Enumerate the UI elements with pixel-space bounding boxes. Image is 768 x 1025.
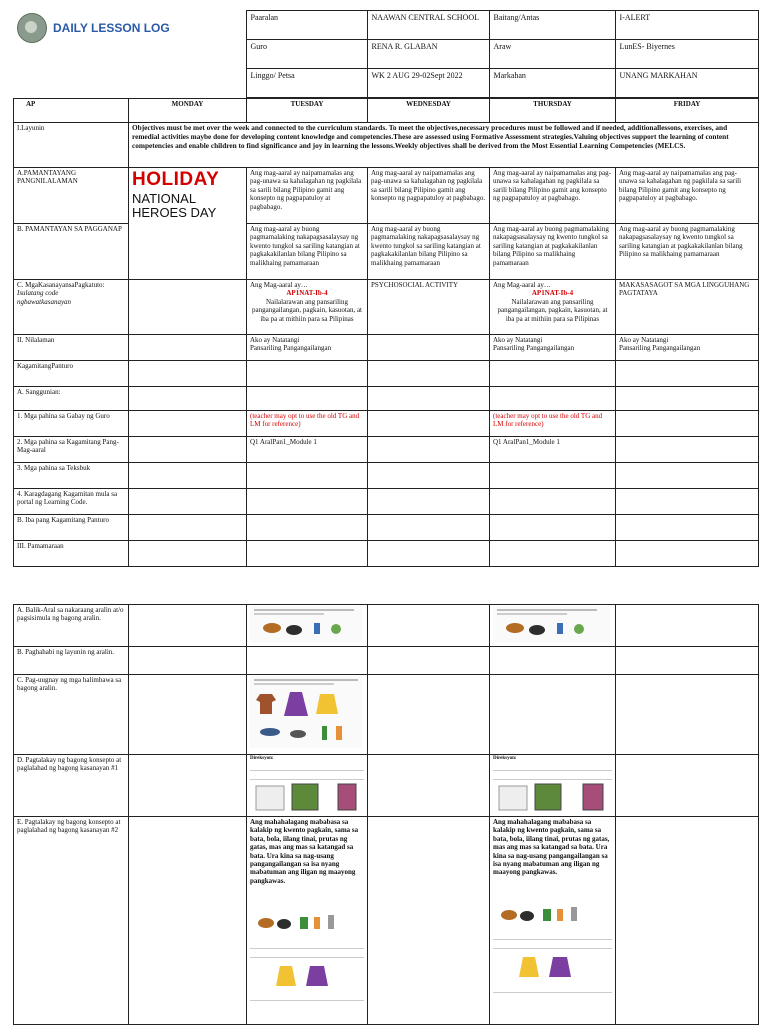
holiday-sub1: NATIONAL [132, 190, 197, 206]
weekly-test-cell: MAKASASAGOT SA MGA LINGGUHANG PAGTATAYA [616, 280, 759, 335]
empty-cell [368, 335, 490, 361]
day-thursday: THURSDAY [490, 99, 616, 123]
row-label: 2. Mga pahina sa Kagamitang Pang-Mag-aaral [14, 437, 129, 463]
tg-note: (teacher may opt to use the old TG and LM for reference) [490, 411, 616, 437]
cell-text: Ang mag-aaral ay naipamamalas ang pag-unawa sa kahalagahan ng pagkilala sa sarili bilang Pilipino gamit ang konsepto ng pagpapatuloy at pagbabago. [368, 168, 490, 224]
competency-desc: Nailalarawan ang pansariling pangangailangan, pagkain, kasuotan, at iba pa at mithiin para sa Pilipinas [497, 297, 608, 323]
scene-images [493, 782, 610, 812]
row-label: A. Sanggunian: [14, 387, 129, 411]
food-worksheet-image [250, 606, 362, 642]
header-label: Araw [489, 40, 615, 69]
objectives-text: Objectives must be met over the week and connected to the curriculum standards. To meet the objectives,necessary procedures must be followed and if needed, additionallessons, exercises, and remedial activities maybe done for developing content knowledge and competencies.These are assessed using Formative Assessment strategies.Valuing objectives support the learning of content competencies and enable children to find significance and joy in learning the lessons.Weekly objectives shall be derived from the Most Essential Learning Competencies (MELCS. [129, 123, 759, 168]
clothes-row-image [493, 951, 610, 981]
row-label: II. Nilalaman [14, 335, 129, 361]
header-label: Guro [246, 40, 367, 69]
worksheet-thumb-cell [490, 605, 616, 647]
header-label: Paaralan [246, 11, 367, 40]
food-row-image [493, 899, 610, 929]
competency-desc: Nailalarawan ang pansariling pangangailangan, pagkain, kasuotan, at iba pa at mithiin para sa Pilipinas [251, 297, 363, 323]
row-label: I.Layunin [14, 123, 129, 168]
row-label: A. Balik-Aral sa nakaraang aralin at/o pagsisimula ng bagong aralin. [14, 605, 129, 647]
empty-cell [129, 280, 247, 335]
row-label: C. Pag-uugnay ng mga halimbawa sa bagong aralin. [14, 675, 129, 755]
lesson-text: Ang mahahalagang mababasa sa kalakip ng kwento pagkain, sama sa bata, bola, iilang tinai, prutas ng gatas, mas ang mas sa katangad sa bata. Ura kina sa nag-usang pangangailangan sa isa nyang mabatuman ang iligan ng maayong pangkawas. [493, 818, 610, 877]
row-label: KagamitangPanturo [14, 361, 129, 387]
direction-note [493, 756, 612, 762]
lesson-text: Ang mahahalagang mababasa sa kalakip ng kwento pagkain, sama sa bata, bola, iilang tinai, prutas ng gatas, mas ang mas sa katangad sa bata. Ura kina sa nag-usang pangangailangan sa isa nyang mabatuman ang iligan ng maayong pangkawas. [250, 818, 359, 885]
header-table [13, 10, 759, 98]
content-cell [247, 335, 368, 361]
direction-label: Direksyon: [493, 756, 517, 761]
row-label: III. Pamamaraan [14, 541, 129, 567]
food-row-image [250, 907, 362, 937]
subject-label: AP [14, 99, 129, 123]
header-value: I-ALERT [615, 11, 758, 40]
deped-seal-icon [17, 13, 47, 43]
dll-title: DAILY LESSON LOG [53, 20, 170, 35]
direction-note [250, 756, 364, 762]
content-cell [616, 335, 759, 361]
day-tuesday: TUESDAY [247, 99, 368, 123]
content-line: Pansariling Pangangailangan [619, 344, 701, 353]
clothes-worksheet-cell [247, 675, 368, 755]
row-label: 3. Mga pahina sa Teksbuk [14, 463, 129, 489]
kasanayan-italic2: ngbawatkasanayan [17, 297, 72, 306]
competency-intro: Ang Mag-aaral ay… [493, 281, 551, 289]
content-line: Pansariling Pangangailangan [250, 344, 332, 353]
holiday-sub2: HEROES DAY [132, 205, 217, 221]
header-value: RENA R. GLABAN [367, 40, 489, 69]
worksheet-thumb-cell [247, 605, 368, 647]
psychosocial-cell: PSYCHOSOCIAL ACTIVITY [368, 280, 490, 335]
row-label-kasanayan [14, 280, 129, 335]
food-worksheet-image [493, 606, 610, 642]
content-cell [490, 335, 616, 361]
lesson-image-cell [490, 755, 616, 817]
competency-code: AP1NAT-Ib-4 [531, 289, 574, 298]
kasanayan-label: C. MgaKasanayansaPagkatuto: [17, 281, 105, 289]
text-line [250, 942, 364, 949]
header-value: UNANG MARKAHAN [615, 69, 758, 98]
cell-text: Ang mag-aaral ay buong pagmamalaking nakapagsasalaysay ng kwento tungkol sa sariling katangian at pagkakakilanlan bilang Pilipino sa malikhaing pamamaraan [490, 224, 616, 280]
lesson-log-page-1 [13, 10, 758, 567]
text-line [250, 951, 364, 958]
header-value: WK 2 AUG 29-02Sept 2022 [367, 69, 489, 98]
holiday-title: HOLIDAY [132, 169, 220, 190]
lesson-image-cell [247, 755, 368, 817]
content-line: Pansariling Pangangailangan [493, 344, 575, 353]
clothes-worksheet-image [250, 676, 362, 748]
cell-text: Ang mag-aaral ay buong pagmamalaking nakapagsasalaysay ng kwento tungkol sa sariling katangian at pagkakakilanlan bilang Pilipino sa malikhaing pamamaraan [247, 224, 368, 280]
lesson-text-cell [490, 817, 616, 1025]
tg-note: (teacher may opt to use the old TG and LM for reference) [247, 411, 368, 437]
kasanayan-italic1: Isulatang code [17, 289, 59, 298]
row-label: D. Pagtalakay ng bagong konsepto at paglalahad ng bagong kasanayan #1 [14, 755, 129, 817]
cell-text: Ang mag-aaral ay naipamamalas ang pag-unawa sa kahalagahan ng pagkilala sa sarili bilang Pilipino gamit ang konsepto ng pagpapatuloy at pagbabago. [616, 168, 759, 224]
competency-intro: Ang Mag-aaral ay… [250, 281, 308, 289]
clothes-row-image [250, 960, 362, 990]
holiday-cell [129, 168, 247, 280]
content-line: Ako ay Natatangi [250, 336, 300, 344]
module-ref: Q1 AralPan1_Module 1 [247, 437, 368, 463]
day-monday: MONDAY [129, 99, 247, 123]
content-line: Ako ay Natatangi [619, 336, 669, 344]
cell-text: Ang mag-aaral ay buong pagmamalaking nakapagsasalaysay ng kwento tungkol sa sariling katangian at pagkakakilanlan bilang Pilipino sa malikhaing pamamaraan [616, 224, 759, 280]
procedure-table [13, 604, 759, 1025]
text-line [493, 986, 612, 993]
row-label: A.PAMANTAYANG PANGNILALAMAN [14, 168, 129, 224]
main-table [13, 98, 759, 567]
row-label: B. Paghahabi ng layunin ng aralin. [14, 647, 129, 675]
cell-text: Ang mag-aaral ay buong pagmamalaking nakapagsasalaysay ng kwento tungkol sa sariling katangian at pagkakakilanlan bilang Pilipino sa malikhaing pamamaraan [368, 224, 490, 280]
competency-cell [490, 280, 616, 335]
row-label: 1. Mga pahina sa Gabay ng Guro [14, 411, 129, 437]
cell-text: Ang mag-aaral ay naipamamalas ang pag-unawa sa kahalagahan ng pagkilala sa sarili bilang Pilipino gamit ang konsepto ng pagpapatuloy at pagbabago. [247, 168, 368, 224]
competency-code: AP1NAT-Ib-4 [286, 289, 328, 298]
cell-text: Ang mag-aaral ay naipamamalas ang pag-unawa sa kahalagahan ng pagkilala sa sarili bilang Pilipino gamit ang konsepto ng pagpapatuloy at pagbabago. [490, 168, 616, 224]
day-wednesday: WEDNESDAY [368, 99, 490, 123]
text-line [250, 764, 364, 771]
row-label: B. PAMANTAYAN SA PAGGANAP [14, 224, 129, 280]
day-friday: FRIDAY [616, 99, 759, 123]
text-line [493, 933, 612, 940]
logo-area [13, 11, 246, 98]
lesson-text-cell [247, 817, 368, 1025]
row-label: B. Iba pang Kagamitang Panturo [14, 515, 129, 541]
header-label: Linggo/ Petsa [246, 69, 367, 98]
header-value: NAAWAN CENTRAL SCHOOL [367, 11, 489, 40]
lesson-log-page-2 [13, 604, 758, 1025]
text-line [493, 764, 612, 771]
text-line [250, 773, 364, 780]
row-label: E. Pagtalakay ng bagong konsepto at paglalahad ng bagong kasanayan #2 [14, 817, 129, 1025]
module-ref: Q1 AralPan1_Module 1 [490, 437, 616, 463]
content-line: Ako ay Natatangi [493, 336, 543, 344]
direction-label: Direksyon: [250, 756, 274, 761]
text-line [250, 994, 364, 1001]
text-line [493, 773, 612, 780]
empty-cell [129, 335, 247, 361]
row-label: 4. Karagdagang Kagamitan mula sa portal ng Learning Code. [14, 489, 129, 515]
scene-images [250, 782, 362, 812]
header-label: Markahan [489, 69, 615, 98]
header-value: LunES- Biyernes [615, 40, 758, 69]
header-label: Baitang/Antas [489, 11, 615, 40]
text-line [493, 942, 612, 949]
competency-cell [247, 280, 368, 335]
